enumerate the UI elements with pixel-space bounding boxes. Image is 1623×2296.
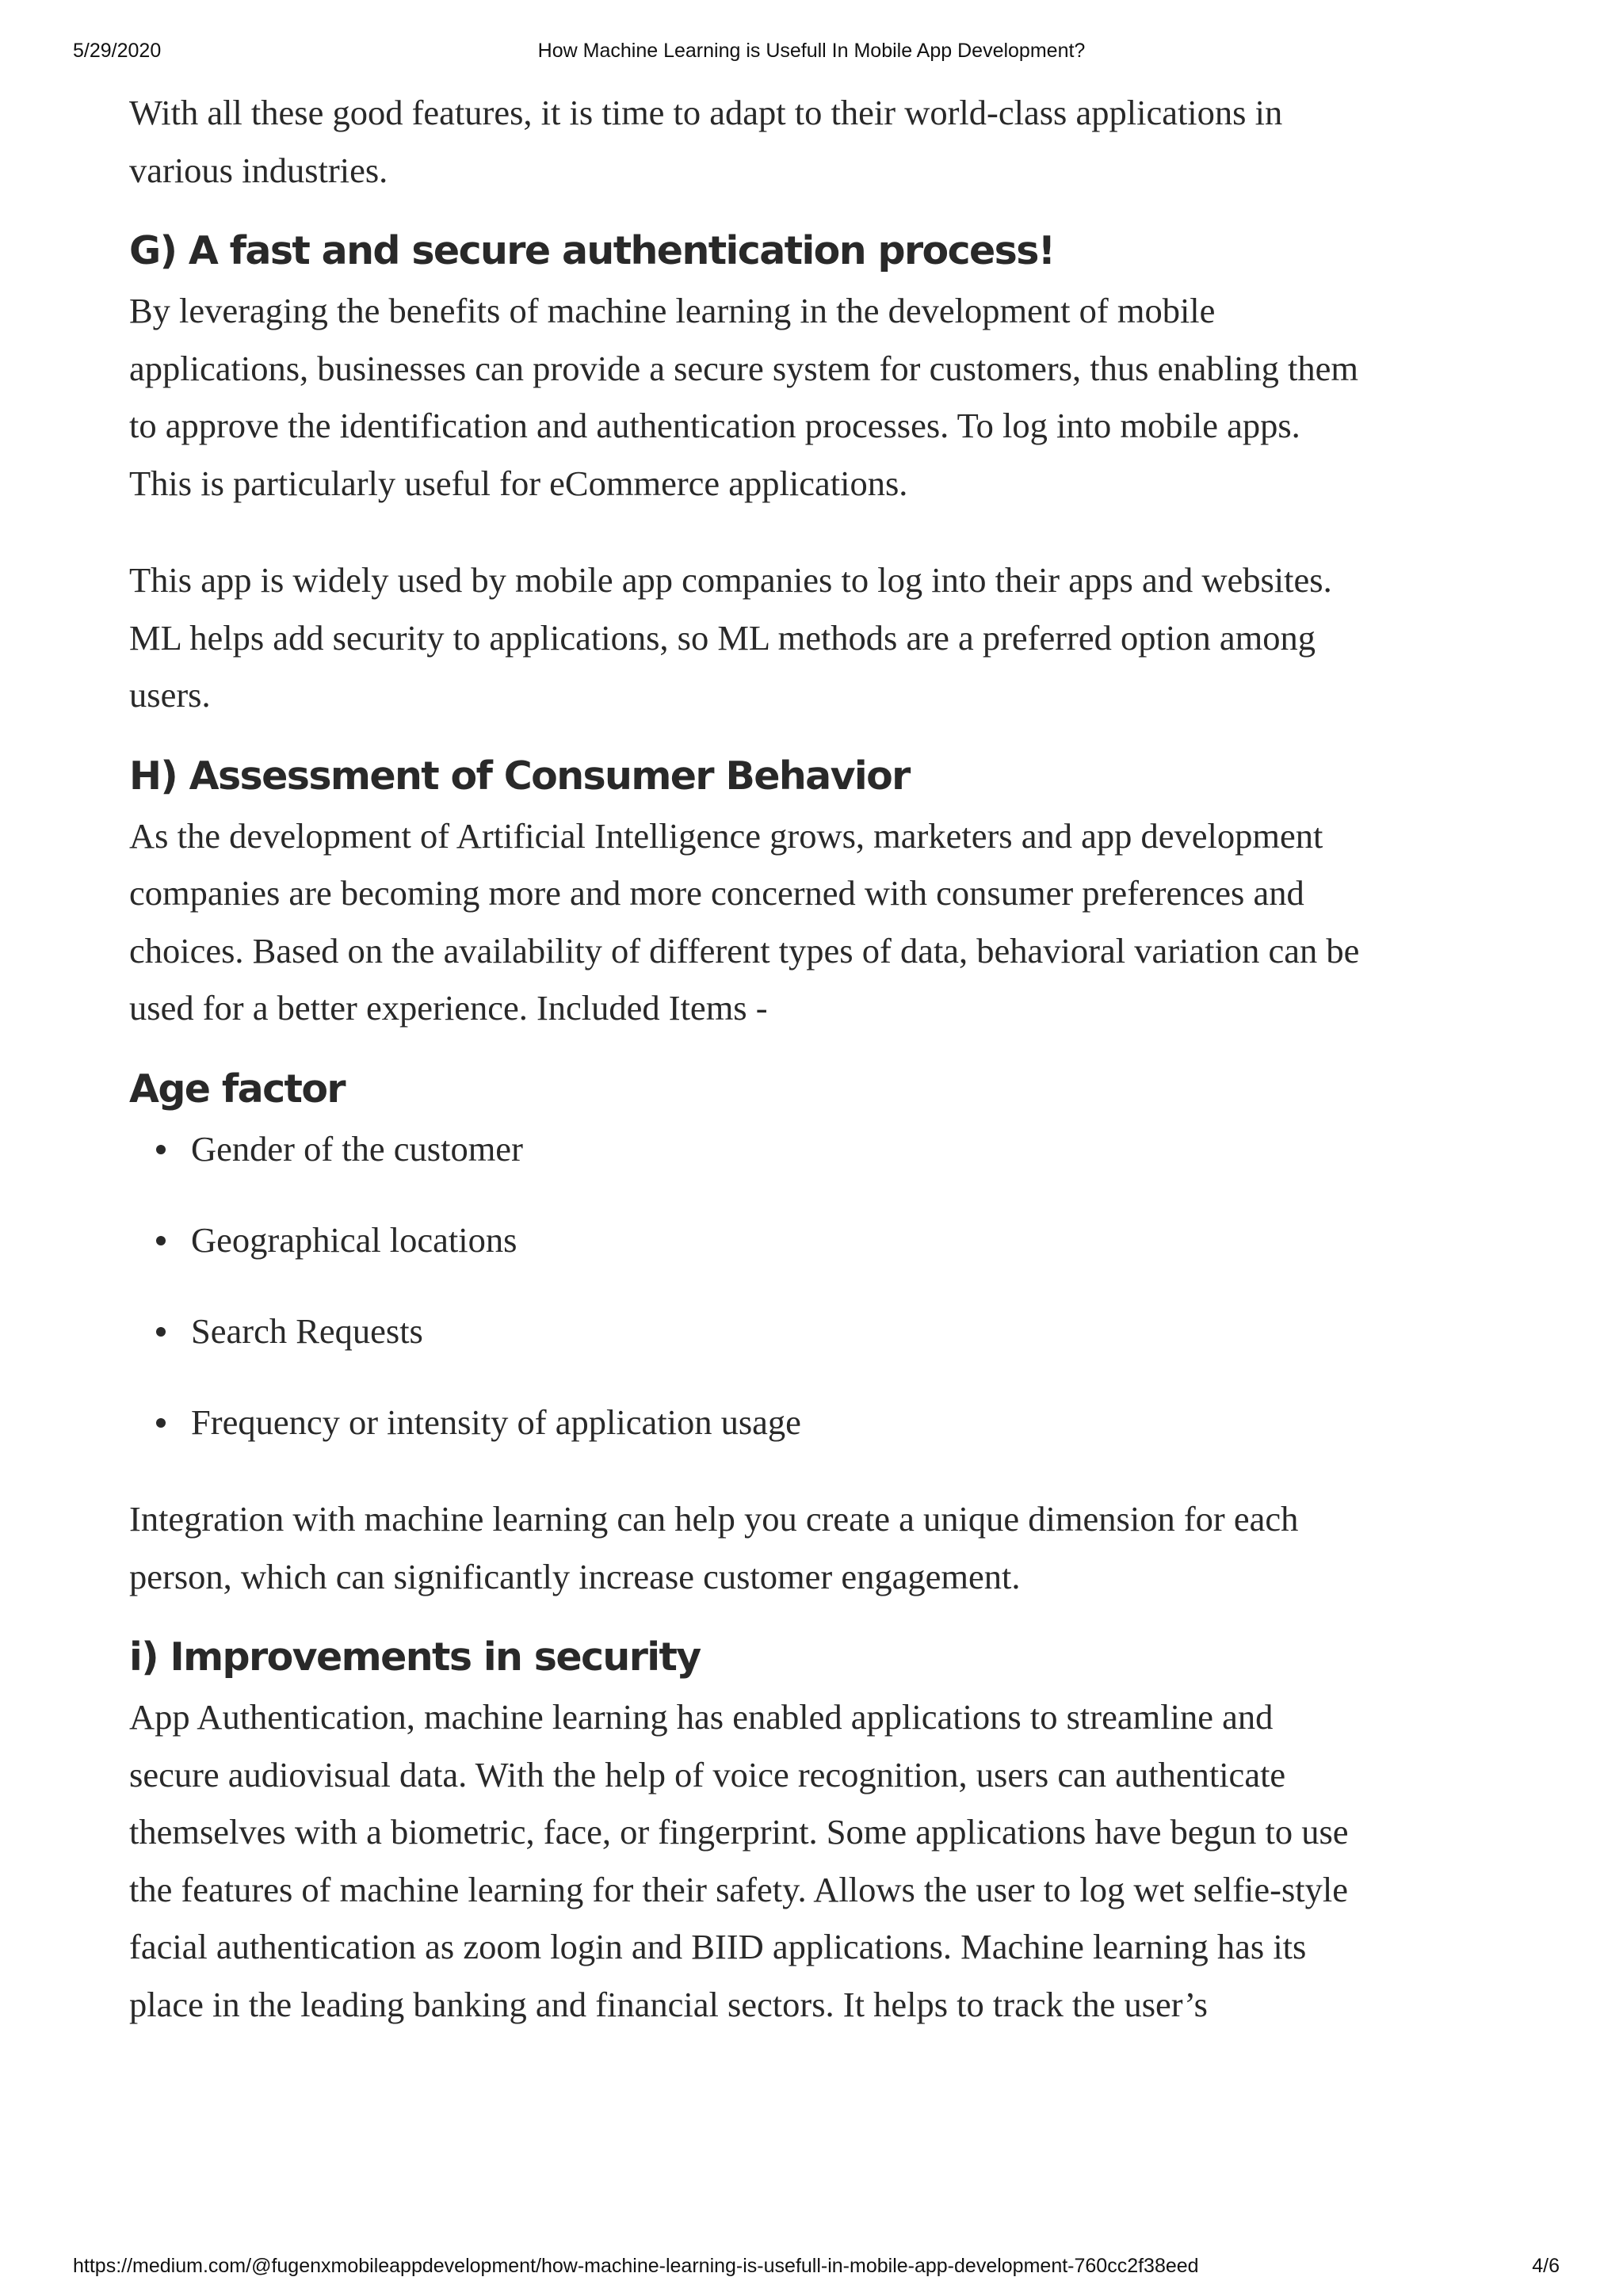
list-item: [129, 1211, 1524, 1269]
list-item-text: Gender of the customer: [191, 1128, 523, 1169]
list-item: [129, 1302, 1524, 1360]
article-body: [129, 84, 1524, 2033]
text-line: This app is widely used by mobile app companies to log into their apps and websites.: [129, 560, 1332, 600]
text-line: facial authentication as zoom login and BIID applications. Machine learning has its: [129, 1927, 1307, 1966]
text-line: companies are becoming more and more concerned with consumer preferences and: [129, 873, 1304, 913]
print-page-title: How Machine Learning is Usefull In Mobile App Development?: [537, 40, 1086, 62]
text-line: person, which can significantly increase customer engagement.: [129, 1556, 1021, 1596]
bullet-icon: [156, 1418, 166, 1428]
print-footer-url: https://medium.com/@fugenxmobileappdevelopment/how-machine-learning-is-usefull-in-mobile-app-development-760cc2f38eed: [73, 2255, 1199, 2277]
section-g-paragraph-1: [129, 282, 1524, 512]
text-line: As the development of Artificial Intelligence grows, marketers and app development: [129, 815, 1323, 856]
list-item-text: Geographical locations: [191, 1219, 517, 1260]
text-line: place in the leading banking and financial sectors. It helps to track the user’s: [129, 1984, 1208, 2024]
text-line: the features of machine learning for their safety. Allows the user to log wet selfie-style: [129, 1869, 1349, 1909]
text-line: By leveraging the benefits of machine learning in the development of mobile: [129, 291, 1216, 330]
text-line: various industries.: [129, 150, 388, 190]
age-factor-heading: Age factor: [129, 1066, 345, 1112]
section-g-paragraph-2: [129, 551, 1524, 724]
list-item-text: Frequency or intensity of application usage: [191, 1402, 801, 1442]
intro-paragraph: [129, 84, 1524, 199]
print-page-number: 4/6: [1532, 2255, 1560, 2277]
section-i-heading: i) Improvements in security: [129, 1634, 701, 1680]
text-line: ML helps add security to applications, so ML methods are a preferred option among: [129, 617, 1316, 658]
text-line: App Authentication, machine learning has enabled applications to streamline and: [129, 1697, 1274, 1737]
section-g-heading: G) A fast and secure authentication process!: [129, 228, 1055, 273]
bullet-icon: [156, 1236, 166, 1245]
behavior-items-list: [129, 1120, 1524, 1451]
text-line: choices. Based on the availability of different types of data, behavioral variation can be: [129, 930, 1360, 971]
list-item: [129, 1394, 1524, 1451]
text-line: secure audiovisual data. With the help of voice recognition, users can authenticate: [129, 1754, 1286, 1794]
section-h-heading: H) Assessment of Consumer Behavior: [129, 753, 910, 799]
text-line: to approve the identification and authentication processes. To log into mobile apps.: [129, 406, 1300, 445]
text-line: Integration with machine learning can help you create a unique dimension for each: [129, 1499, 1299, 1539]
text-line: applications, businesses can provide a secure system for customers, thus enabling them: [129, 348, 1358, 388]
list-item: [129, 1120, 1524, 1178]
text-line: This is particularly useful for eCommerce applications.: [129, 463, 908, 503]
list-item-text: Search Requests: [191, 1310, 423, 1351]
age-factor-conclusion: [129, 1490, 1524, 1605]
text-line: users.: [129, 675, 211, 715]
bullet-icon: [156, 1145, 166, 1154]
print-date: 5/29/2020: [73, 40, 162, 62]
text-line: themselves with a biometric, face, or fingerprint. Some applications have begun to use: [129, 1812, 1349, 1852]
section-i-paragraph: [129, 1688, 1524, 2033]
text-line: used for a better experience. Included Items -: [129, 988, 768, 1028]
section-h-paragraph: [129, 807, 1524, 1037]
bullet-icon: [156, 1327, 166, 1337]
text-line: With all these good features, it is time to adapt to their world-class applications in: [129, 93, 1283, 132]
